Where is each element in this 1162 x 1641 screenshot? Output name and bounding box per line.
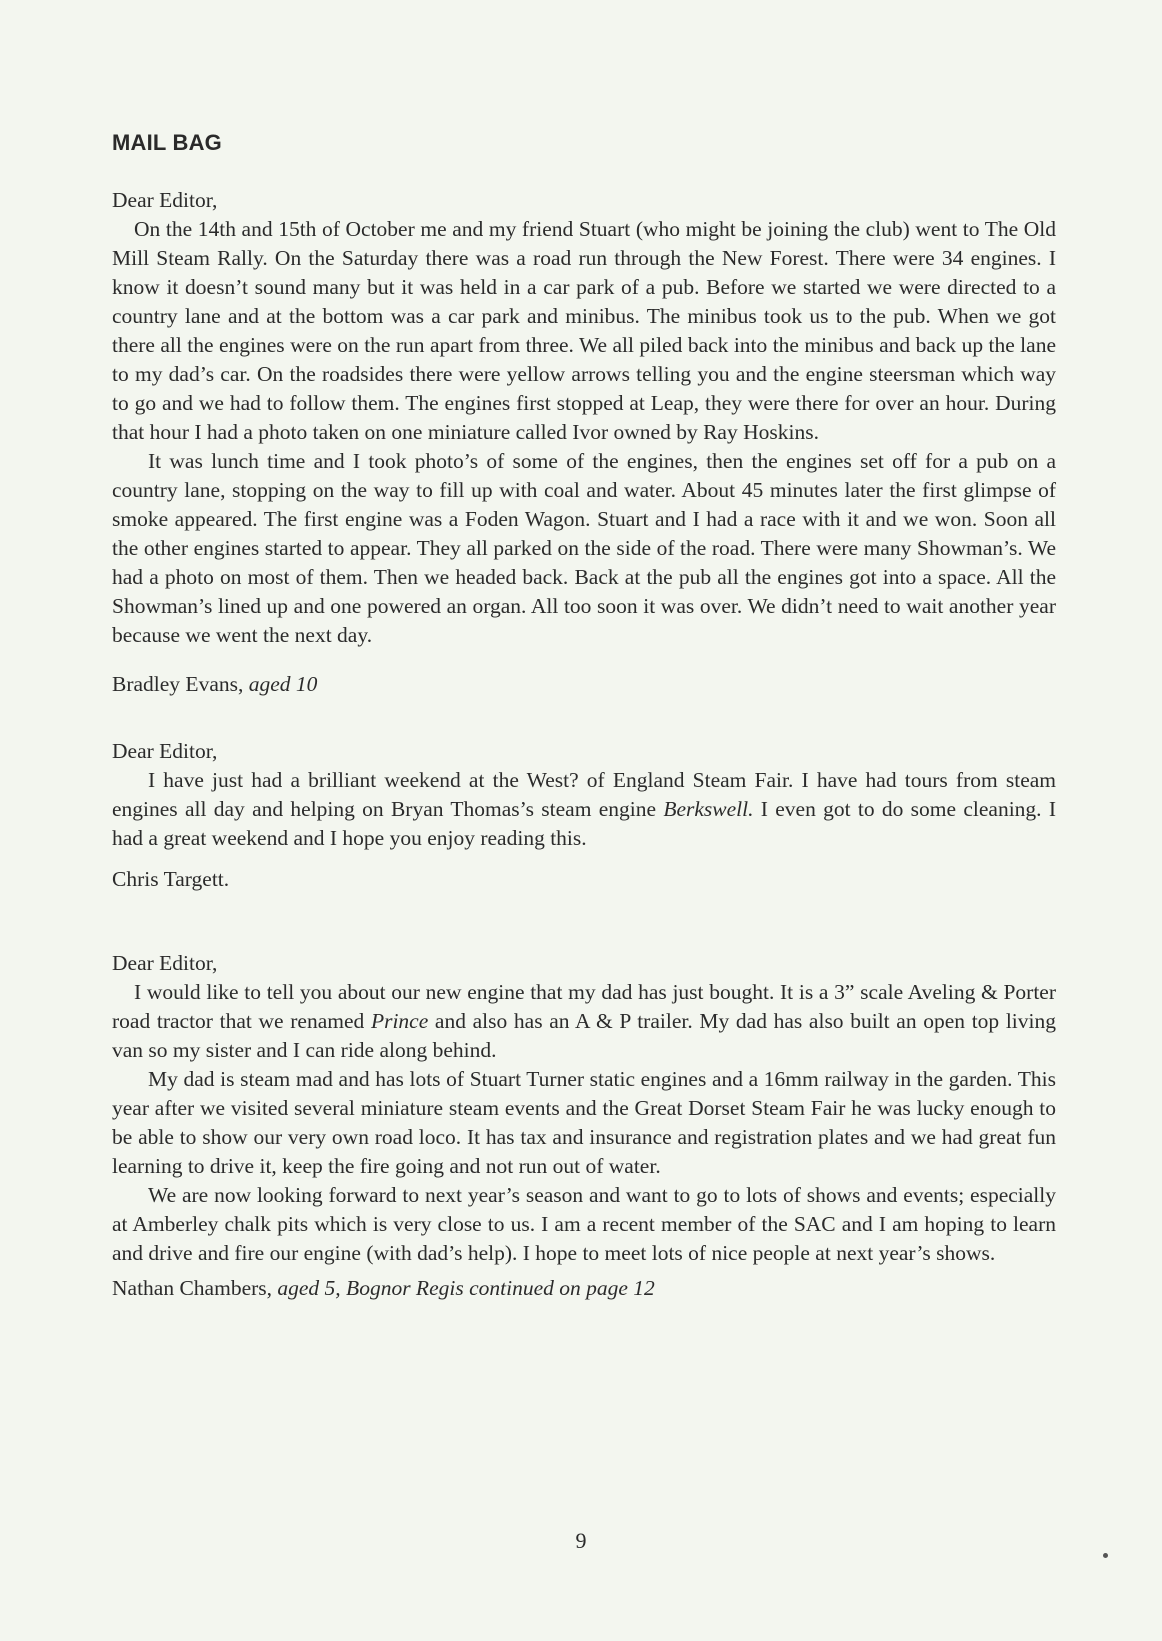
paragraph-text: I have just had a brilliant weekend at the West? of England Steam Fair. I have had tours from steam engines all day and helping on Bryan Thomas’s steam engine — [112, 768, 1056, 821]
letter-paragraph: We are now looking forward to next year’s season and want to go to lots of shows and events; especially at Amberley chalk pits which is very close to us. I am a recent member of the SAC and I am hoping to learn and drive and fire our engine (with dad’s help). I hope to meet lots of nice people at next year’s shows. — [112, 1183, 1056, 1265]
letter-signoff — [112, 670, 1056, 699]
signoff-detail: aged 10 — [248, 672, 318, 696]
signoff-detail: aged 5, Bognor Regis continued on page 12 — [277, 1276, 655, 1300]
letter-salutation: Dear Editor, — [112, 951, 218, 975]
engine-name: Prince — [370, 1009, 429, 1033]
signoff-name: Nathan Chambers, — [112, 1276, 278, 1300]
paragraph-text: and also has an A & P trailer. My dad has also built an open top living van so my sister and I can ride along behind. — [112, 1009, 1057, 1062]
page-number: 9 — [575, 1528, 587, 1553]
letter-salutation: Dear Editor, — [112, 188, 218, 212]
engine-name: Berkswell. — [663, 797, 754, 821]
mail-bag-page — [112, 130, 1056, 1303]
letter-chris-targett — [112, 737, 1056, 894]
letter-nathan-chambers — [112, 949, 1056, 1303]
letter-bradley-evans — [112, 186, 1056, 699]
letter-paragraph — [112, 978, 1056, 1065]
paragraph-text: I even got to do some cleaning. I had a great weekend and I hope you enjoy reading this. — [112, 797, 1056, 850]
letter-signoff: Chris Targett. — [112, 867, 230, 891]
scan-speck — [1103, 1553, 1108, 1558]
letter-paragraph: It was lunch time and I took photo’s of some of the engines, then the engines set off for a pub on a country lane, stopping on the way to fill up with coal and water. About 45 minutes later the first glimpse of smoke appeared. The first engine was a Foden Wagon. Stuart and I had a race with it and we won. Soon all the other engines started to appear. They all parked on the side of the road. There were many Showman’s. We had a photo on most of them. Then we headed back. Back at the pub all the engines got into a space. All the Showman’s lined up and one powered an organ. All too soon it was over. We didn’t need to wait another year because we went the next day. — [112, 449, 1056, 647]
letter-paragraph — [112, 766, 1056, 853]
letter-signoff — [112, 1274, 1056, 1303]
letter-paragraph: On the 14th and 15th of October me and my friend Stuart (who might be joining the club) went to The Old Mill Steam Rally. On the Saturday there was a road run through the New Forest. There were 34 engines. I know it doesn’t sound many but it was held in a car park of a pub. Before we started we were directed to a country lane and at the bottom was a car park and minibus. The minibus took us to the pub. When we got there all the engines were on the run apart from three. We all piled back into the minibus and back up the lane to my dad’s car. On the roadsides there were yellow arrows telling you and the engine steersman which way to go and we had to follow them. The engines first stopped at Leap, they were there for over an hour. During that hour I had a photo taken on one miniature called Ivor owned by Ray Hoskins. — [112, 217, 1056, 444]
letter-salutation: Dear Editor, — [112, 739, 218, 763]
letter-paragraph: My dad is steam mad and has lots of Stuart Turner static engines and a 16mm railway in the garden. This year after we visited several miniature steam events and the Great Dorset Steam Fair he was lucky enough to be able to show our very own road loco. It has tax and insurance and registration plates and we had great fun learning to drive it, keep the fire going and not run out of water. — [112, 1067, 1056, 1178]
paragraph-text: I would like to tell you about our new engine that my dad has just bought. It is a 3” scale Aveling & Porter road tractor that we renamed — [112, 980, 1056, 1033]
signoff-name: Bradley Evans, — [112, 672, 249, 696]
page-heading: MAIL BAG — [112, 130, 222, 155]
